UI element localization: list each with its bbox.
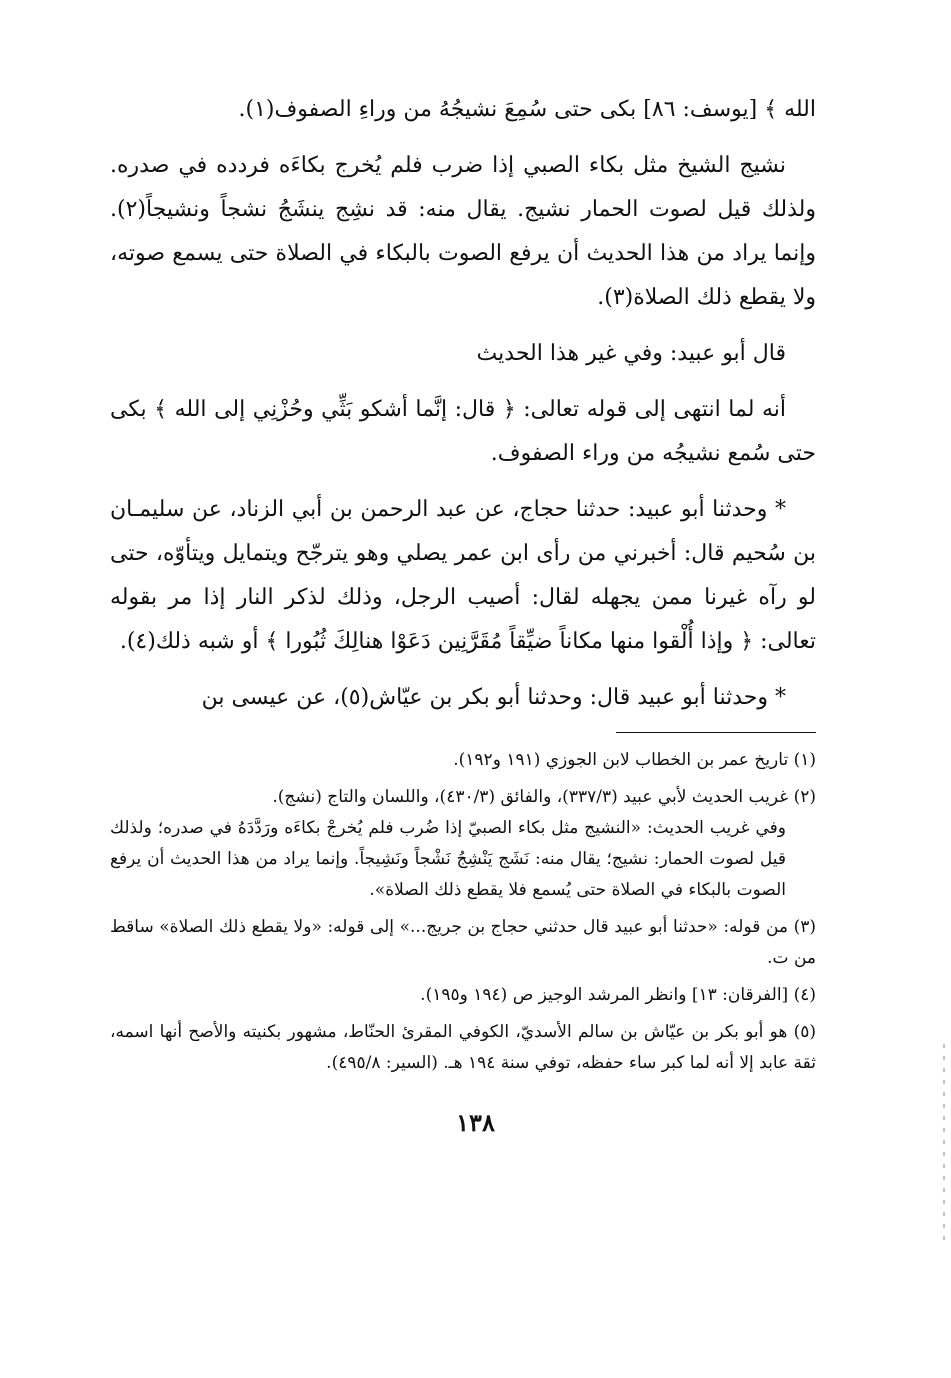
footnote-text: (١) تاريخ عمر بن الخطاب لابن الجوزي (١٩١ و١٩٢). — [453, 750, 816, 770]
paragraph-5: * وحدثنا أبو عبيد: حدثنا حجاج، عن عبد الرحمن بن أبي الزناد، عن سليمـان بن سُحيم قال: أخبرني من رأى ابن عمر يصلي وهو يترجّح ويتمايل ويتأوّه، حتى لو رآه غيرنا ممن يجهله لقال: أصيب الرجل، وذلك لذكر النار إذا مر بقوله تعالى: ﴿ وإذا أُلْقوا منها مكاناً ضيِّقاً مُقَرَّنِين دَعَوْا هنالِكَ ثُبُورا ﴾ أو شبه ذلك(٤). — [110, 497, 816, 654]
paragraph-1: الله ﴾ [يوسف: ٨٦] بكى حتى سُمِعَ نشيجُهُ من وراءِ الصفوف(١). — [238, 97, 816, 122]
page-body — [110, 88, 816, 1085]
footnote-text: (٥) هو أبو بكر بن عيّاش بن سالم الأسديّ، الكوفي المقرئ الحنّاط، مشهور بكنيته والأصح أنها اسمه، ثقة عابد إلا أنه لما كبر ساء حفظه، توفي سنة ١٩٤ هـ. (السير: ٤٩٥/٨). — [110, 1022, 816, 1073]
main-text — [110, 88, 816, 720]
paragraph-4: أنه لما انتهى إلى قوله تعالى: ﴿ قال: إنَّما أشكو بَثِّي وحُزْنِي إلى الله ﴾ بكى حتى سُمع نشيجُه من وراء الصفوف. — [110, 397, 816, 466]
paragraph-2: نشيج الشيخ مثل بكاء الصبي إذا ضرب فلم يُخرج بكاءَه فردده في صدره. ولذلك قيل لصوت الحمار نشيج. يقال منه: قد نشِج ينشَجُ نشجاً ونشيجاً(٢). وإنما يراد من هذا الحديث أن يرفع الصوت بالبكاء في الصلاة حتى يسمع صوته، ولا يقطع ذلك الصلاة(٣). — [110, 153, 816, 310]
footnote-2 — [110, 782, 816, 906]
footnote-divider — [616, 732, 816, 733]
paragraph-3: قال أبو عبيد: وفي غير هذا الحديث — [476, 341, 786, 366]
paragraph-6: * وحدثنا أبو عبيد قال: وحدثنا أبو بكر بن عيّاش(٥)، عن عيسى بن — [201, 685, 786, 710]
page-number: ١٣٨ — [456, 1108, 495, 1137]
footnote-1 — [110, 745, 816, 776]
footnote-4 — [110, 980, 816, 1011]
footnote-text: (٢) غريب الحديث لأبي عبيد (٣٣٧/٣)، والفائق (٤٣٠/٣)، واللسان والتاج (نشج). — [272, 787, 816, 807]
footnote-text: (٤) [الفرقان: ١٣] وانظر المرشد الوجيز ص (١٩٤ و١٩٥). — [420, 985, 816, 1005]
footnote-continuation: وفي غريب الحديث: «النشيج مثل بكاء الصبيّ إذا ضُرب فلم يُخرجْ بكاءَه ورَدَّدَهُ في صدره؛ ولذلك قيل لصوت الحمار: نشيج؛ يقال منه: نَشَج يَنْشِجُ نَشْجاً ونَشِيجاً. وإنما يراد من هذا الحديث أن يرفع الصوت بالبكاء في الصلاة حتى يُسمع فلا يقطع ذلك الصلاة». — [110, 818, 786, 900]
footnote-5 — [110, 1017, 816, 1079]
footnotes — [110, 745, 816, 1079]
scan-edge-marks — [941, 1040, 947, 1240]
footnote-3 — [110, 912, 816, 974]
footnote-text: (٣) من قوله: «حدثنا أبو عبيد قال حدثني حجاج بن جريج...» إلى قوله: «ولا يقطع ذلك الصلاة» ساقط من ت. — [110, 917, 816, 968]
